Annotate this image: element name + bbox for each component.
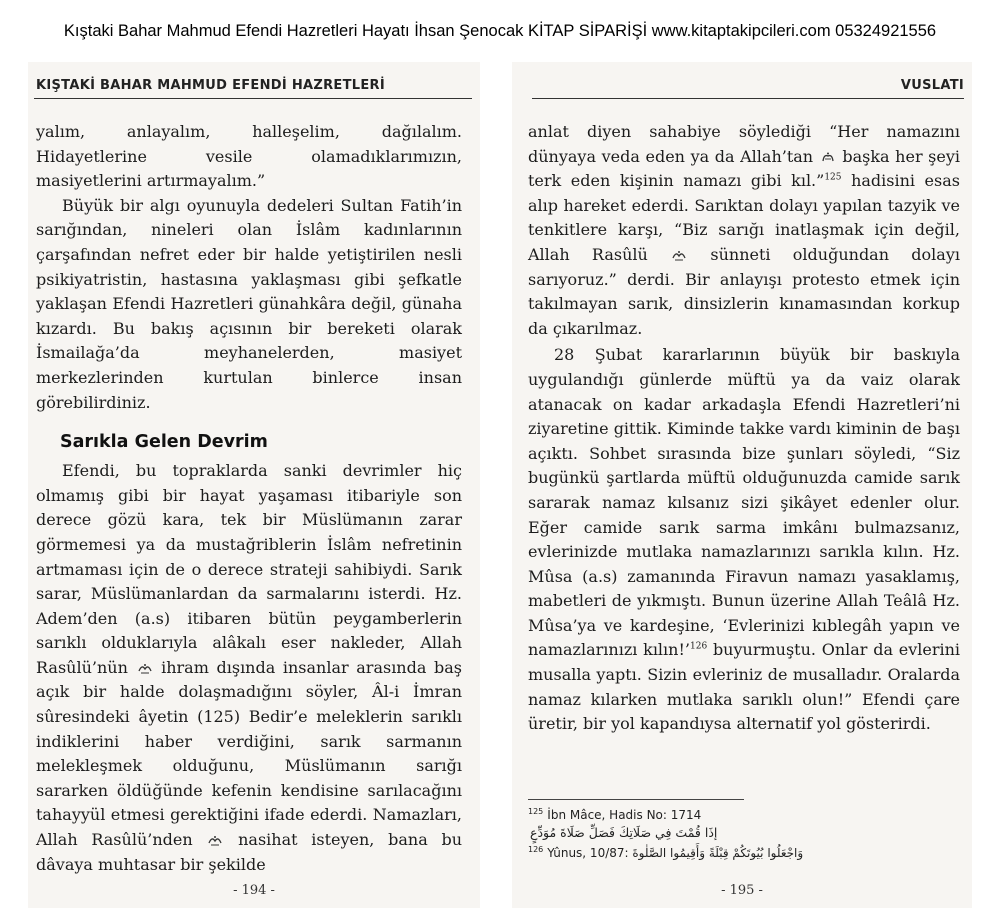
sallallahu-icon: [208, 834, 222, 846]
footnote-ref[interactable]: 125: [824, 172, 842, 183]
paragraph: [36, 459, 462, 877]
paragraph-text: hadisini esas alıp hareket ederdi. Sarıktan dolayı yapılan tazyik ve tenkitlere karşı, “Biz sarığı inatlaşmak için değil, Allah Rasûlü: [528, 171, 960, 264]
footnotes: [528, 803, 948, 862]
paragraph: yalım, anlayalım, halleşelim, dağılalım. Hidayetlerine vesile olamadıklarımızın, masiyetlerini artırmayalım.”: [36, 122, 462, 191]
footnote-number: 125: [528, 807, 544, 816]
paragraph: [528, 120, 960, 341]
paragraph-text: Efendi, bu topraklarda sanki devrimler hiç olmamış gibi bir hayat yaşaması itibariyle son derece gözü kara, tek bir Müslümanın zarar görmemesi ya da mustağriblerin İslâm nefretinin artmaması için de o derece strateji sahibiydi. Sarık sarar, Müslümanlardan da sarmalarını isterdi. Hz. Adem’den (a.s) itibaren bütün peygamberlerin sarıklı olduklarıyla alâkalı eser nakleder, Allah Rasûlü’nün: [36, 461, 462, 677]
paragraph-text: başka her şeyi terk eden kişinin namazı gibi kıl.”: [528, 146, 961, 191]
order-banner: Kıştaki Bahar Mahmud Efendi Hazretleri Hayatı İhsan Şenocak KİTAP SİPARİŞİ www.kitaptakipcileri.com 05324921556: [63, 22, 937, 40]
page-number: - 195 -: [721, 883, 763, 898]
right-body-text: [528, 120, 960, 737]
header-rule: [532, 98, 964, 99]
running-head-right: VUSLATI: [900, 78, 964, 93]
header-rule: [34, 98, 472, 99]
paragraph-text: 28 Şubat kararlarının büyük bir baskıyla uygulandığı günlerde müftü ya da vaiz olarak atanacak on kadar arkadaşla Efendi Hazretleri’ni ziyaretine gittik. Kiminde takke vardı kiminin de başı açıktı. Sohbet sırasında bize şunları söyledi, “Siz bugünkü şartlarda müftü olduğunuzda camide sarık sararak namaz kılsanız sizi şikâyet edenler olur. Eğer camide sarık sarma imkânı bulmazsanız, evlerinizde mutlaka namazlarınızı sarıkla kılın. Hz. Mûsa (a.s) zamanında Firavun namazı yasaklamış, mabetleri de yıkmıştı. Bunun üzerine Allah Teâlâ Hz. Mûsa’ya ve kardeşine, ‘Evlerinizi kıblegâh yapın ve namazlarınızı kılın!’: [528, 345, 960, 660]
footnote: [528, 841, 948, 862]
running-head-left: KIŞTAKİ BAHAR MAHMUD EFENDİ HAZRETLERİ: [36, 78, 385, 93]
footnote-arabic: [528, 824, 948, 841]
paragraph-text: anlat diyen sahabiye söylediği “Her namazını dünyaya veda eden ya da Allah’tan: [528, 122, 960, 166]
footnote: [528, 803, 948, 824]
footnote-text: Yûnus, 10/87: وَاجْعَلُوا بُيُوتَكُمْ قِبْلَةً وَأَقِيمُوا الصَّلٰوةَ: [547, 846, 804, 860]
paragraph-text: sünneti olduğundan dolayı sarıyoruz.” derdi. Bir anlayışı protesto etmek için takılmayan sarık, dinsizlerin kınamasından korkup da çıkarılmaz.: [528, 244, 960, 338]
section-heading: Sarıkla Gelen Devrim: [60, 432, 268, 453]
page-number: - 194 -: [233, 883, 275, 898]
celle-celaluhu-icon: [821, 151, 835, 163]
paragraph-text: nasihat isteyen, bana bu dâvaya muhtasar bir şekilde: [36, 830, 462, 874]
paragraph: [528, 343, 960, 737]
paragraph-text: ihram dışında insanlar arasında baş açık bir halde dolaşmadığını söyler, Âl-i İmran sûresindeki âyetin (125) Bedir’e meleklerin sarıklı indiklerini haber verdiğini, sarık sarmanın melekleşmek olduğunu, Müslümanın sarığı sararken öldüğünde kefenin kendisine sarılacağını tahayyül etmesi gerektiğini ifade ederdi. Namazları, Allah Rasûlü’nden: [36, 657, 462, 850]
sallallahu-icon: [672, 249, 686, 261]
footnote-text: إذَا قُمْتَ فِي صَلَاتِكَ فَصَلِّ صَلَاةَ مُوَدِّعٍ: [530, 825, 718, 840]
footnote-ref[interactable]: 126: [690, 642, 708, 653]
left-body-text: [36, 120, 462, 877]
footnote-rule: [528, 799, 744, 800]
sallallahu-icon: [138, 662, 152, 674]
paragraph: Büyük bir algı oyunuyla dedeleri Sultan Fatih’in sarığından, nineleri olan İslâm kadınlarının çarşafından nefret eder bir halde yetiştirilen nesli psikiyatristin, hastasına yaklaşması gibi şefkatle yaklaşan Efendi Hazretleri günahkâra değil, günaha kızardı. Bu bakış açısının bir bereketi olarak İsmailağa’da meyhanelerden, masiyet merkezlerinden kurtulan binlerce insan görebilirdiniz.: [36, 195, 462, 412]
right-page: [512, 62, 972, 908]
paragraph-text: buyurmuştu. Onlar da evlerini musalla yaptı. Sizin evleriniz de musalladır. Oralarda namaz kılarken mutlaka sarıklı olun!” Efendi çare üretir, bir yol kapandıysa alternatif yol gösterirdi.: [528, 640, 961, 734]
footnote-text: İbn Mâce, Hadis No: 1714: [547, 808, 702, 822]
left-page: [28, 62, 480, 908]
footnote-number: 126: [528, 845, 544, 854]
